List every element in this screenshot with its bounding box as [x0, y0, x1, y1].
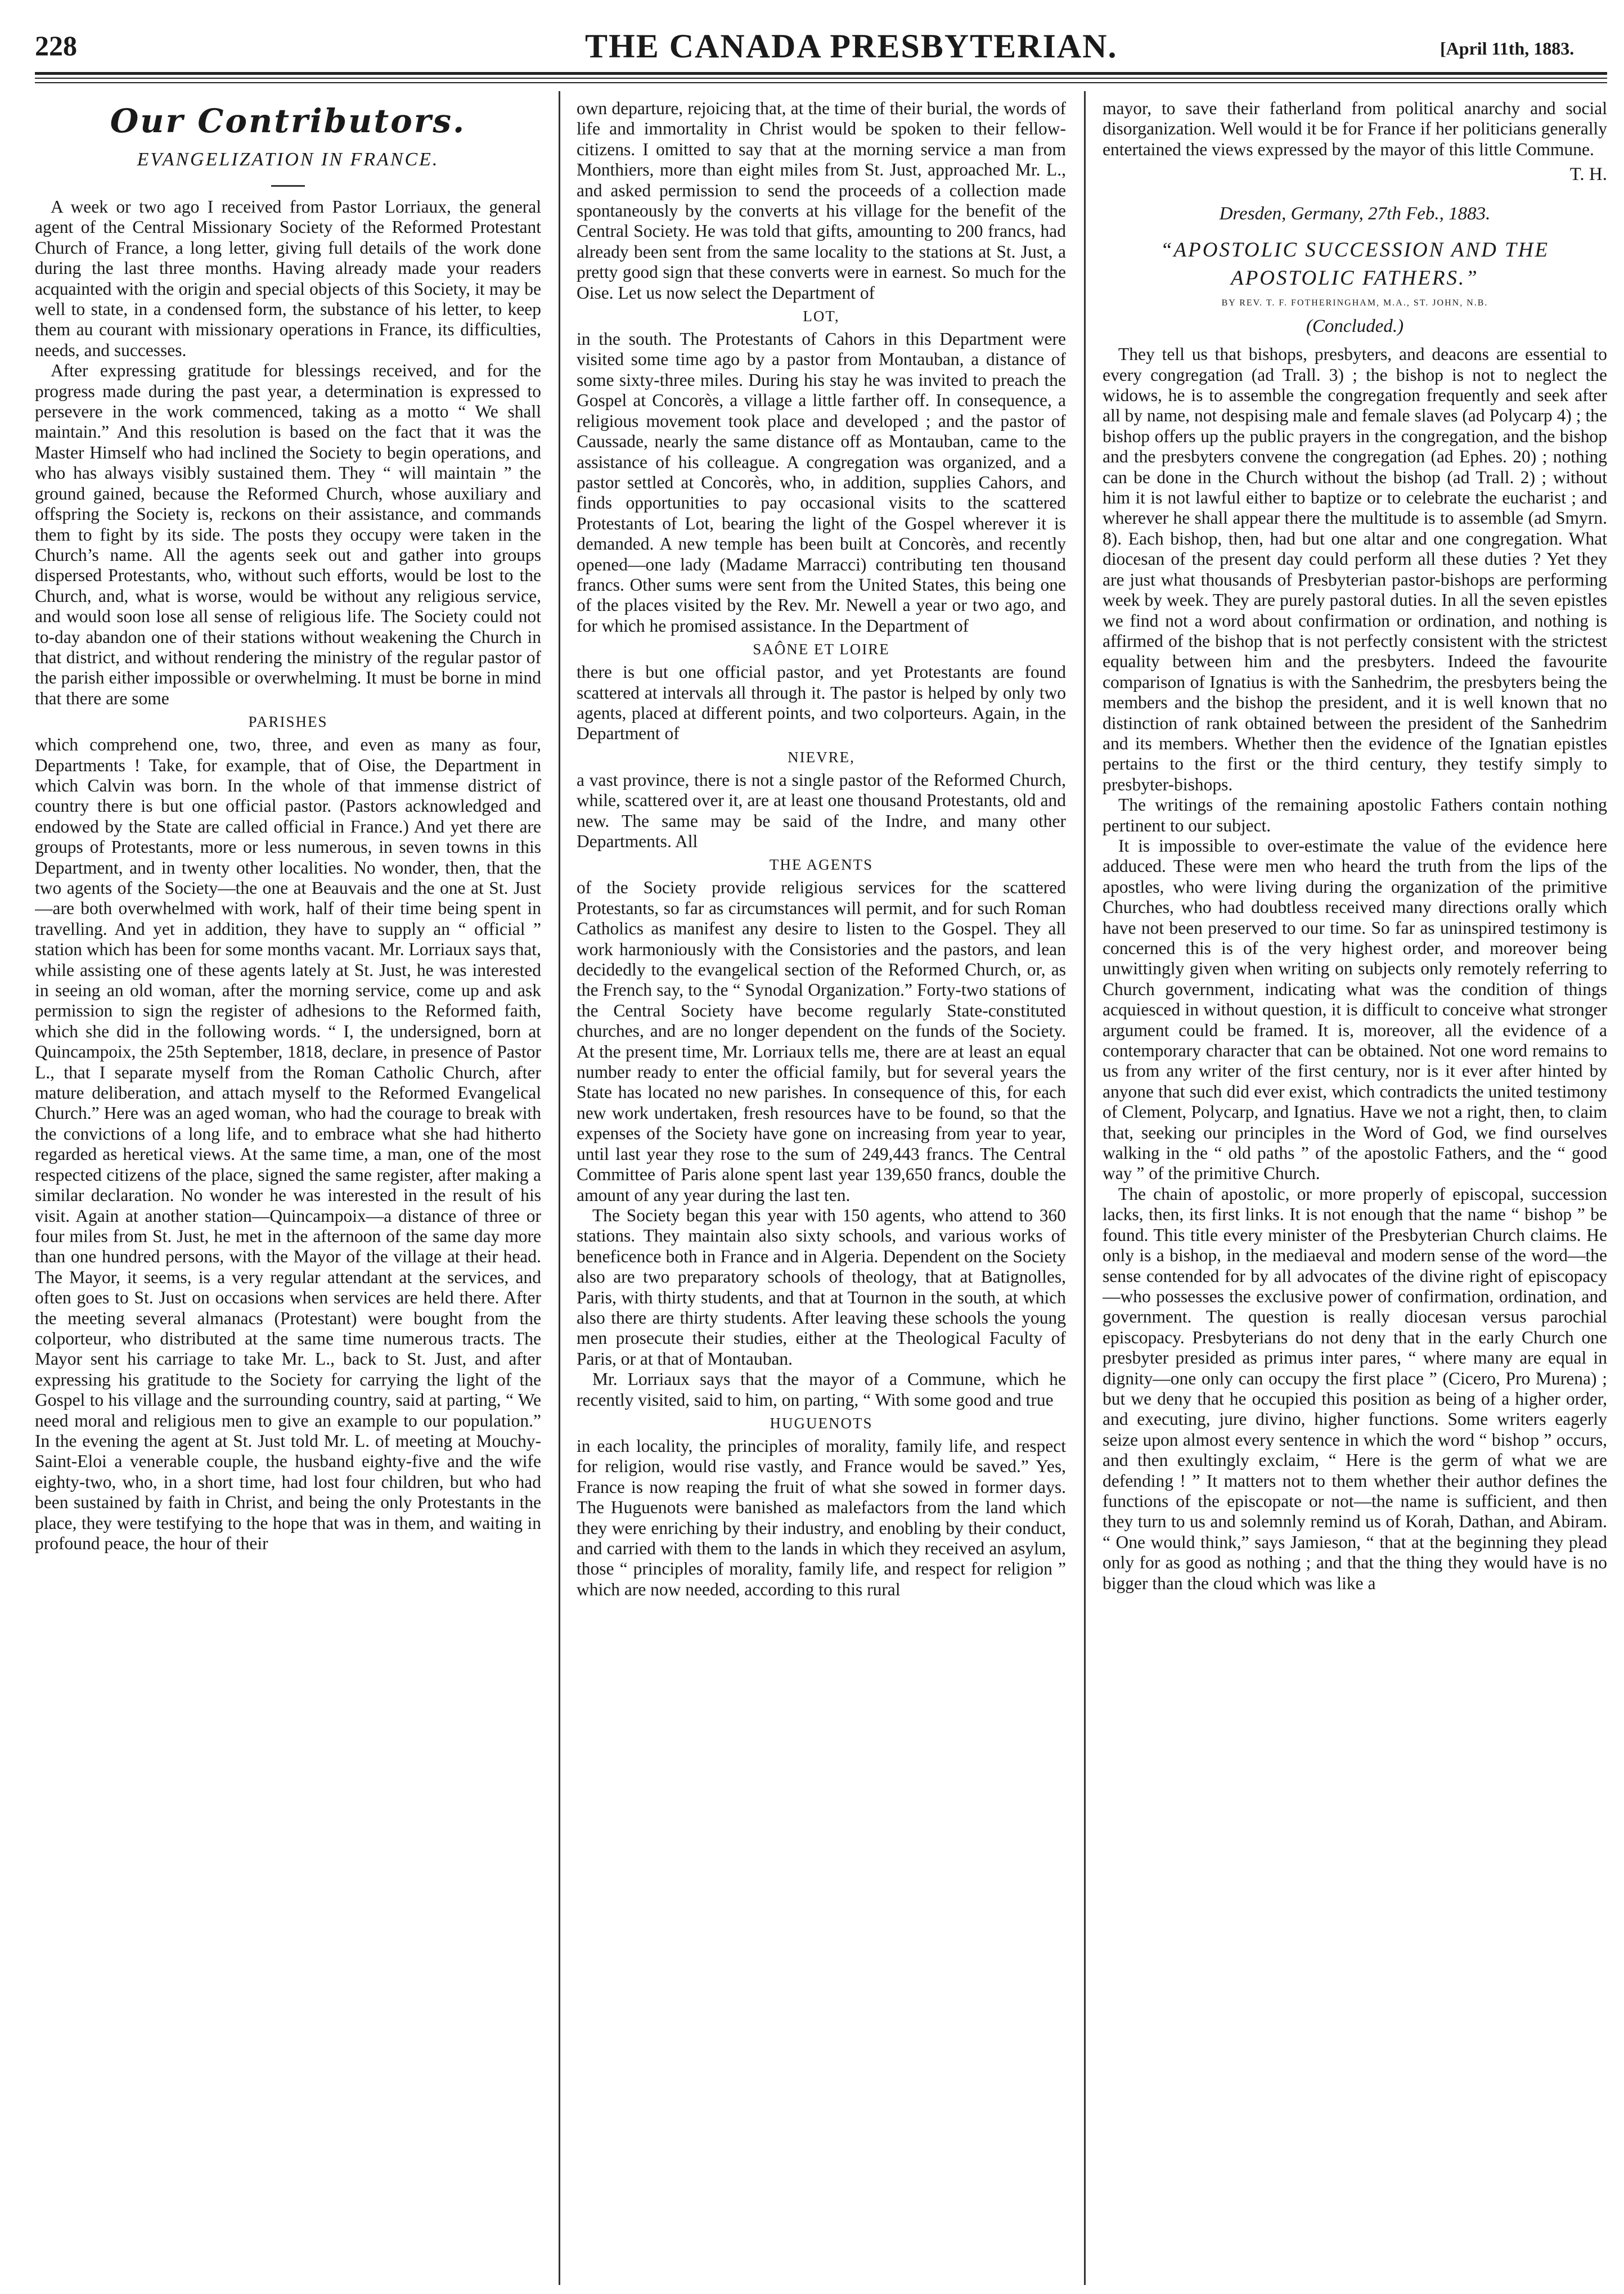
paragraph: It is impossible to over-estimate the value of the evidence here adduced. These were men who heard the truth from the lips of the apostles, who were living during the organization of the primitive Churches, who had doubtless received many directions orally which have not been preserved to our time. So far as uninspired testimony is concerned this is of the very highest order, and moreover being unwittingly given when writing on subjects only remotely referring to Church government, indicating what was the condition of things acquiesced in without question, it is difficult to conceive what stronger argument could be framed. It is, moreover, all the evidence of a contemporary character that can be obtained. Not one word remains to us from any writer of the first century, nor is it ever after hinted by anyone that such did ever exist, which contradicts the united testimony of Clement, Polycarp, and Ignatius. Have we not a right, then, to claim that, seeking our principles in the Word of God, we find ourselves walking in the “ old paths ” of the apostolic Fathers, and the “ good way ” of the primitive Church. [1103, 835, 1607, 1184]
header-rule-thin [35, 78, 1607, 79]
paragraph: After expressing gratitude for blessings received, and for the progress made during the past year, a determination is expressed to persevere in the work commenced, taking as a motto “ We shall maintain.” And this resolution is based on the fact that it was the Master Himself who had inclined the Society to begin operations, and who has always visibly sustained them. They “ will maintain ” the ground gained, because the Reformed Church, whose auxiliary and offspring the Society is, reckons on their assistance, and commands them to fight by its side. The posts they occupy were taken in the Church’s name. All the agents seek out and gather into groups dispersed Protestants, who, without such efforts, would be lost to the Church, and, what is worse, would be without any religious service, and would soon lose all sense of religious life. The Society could not to-day abandon one of their stations without weakening the Church in that district, and without rendering the ministry of the regular pastor of the parish either impossible or overwhelming. It must be borne in mind that there are some [35, 361, 541, 708]
paragraph: in each locality, the principles of morality, family life, and respect for religion, would rise vastly, and France would be saved.” Yes, France is now reaping the fruit of what she sowed in former days. The Huguenots were banished as malefactors from the land which they were enriching by their industry, and enobling by their conduct, and carried with them to the lands in which they received an asylum, those “ principles of morality, family life, and respect for religion ” which are now needed, according to this rural [577, 1436, 1066, 1599]
paragraph: own departure, rejoicing that, at the time of their burial, the words of life and immortality in Christ would be spoken to their fellow-citizens. I omitted to say that at the morning service a man from Monthiers, more than eight miles from St. Just, approached Mr. L., and asked permission to send the proceeds of a collection made spontaneously by the converts at his village for the benefit of the Central Society. He was told that gifts, amounting to 200 francs, had already been sent from the same locality to the stations at St. Just, a pretty good sign that these converts were in earnest. So much for the Oise. Let us now select the Department of [577, 98, 1066, 303]
article-title-2: “APOSTOLIC SUCCESSION AND THE APOSTOLIC FATHERS.” [1160, 239, 1550, 290]
column-divider-1 [559, 91, 560, 2285]
paragraph: The writings of the remaining apostolic Fathers contain nothing pertinent to our subject. [1103, 795, 1607, 835]
column-divider-2 [1084, 91, 1086, 2285]
paragraph: They tell us that bishops, presbyters, and deacons are essential to every congregation (ad Trall. 3) ; the bishop is not to neglect the widows, he is to assemble the congregation frequently and seek after all by name, not despising male and female slaves (ad Polycarp 4) ; the bishop offers up the public prayers in the congregation, and the bishop and the presbyters convene the congregation (ad Ephes. 20) ; nothing can be done in the Church without the bishop (ad Trall. 2) ; without him it is not lawful either to baptize or to celebrate the eucharist ; and wherever he shall appear there the multitude is to assemble (ad Smyrn. 8). Each bishop, then, had but one altar and one congregation. What diocesan of the present day could perform all these duties ? Yet they are just what thousands of Presbyterian pastor-bishops are performing week by week. They are purely pastoral duties. In all the seven epistles we find not a word about confirmation or ordination, and nothing is affirmed of the bishop that is not perfectly consistent with the strictest equality between him and the presbyters. Indeed the favourite comparison of Ignatius is with the Sanhedrim, the presbyters being the members and the bishop the president, and it is well known that no distinction of rank obtained between the president of the Sanhedrim and its members. Whether then the evidence of the Ignatian epistles pertains to the first or the third century, they testify simply to presbyter-bishops. [1103, 344, 1607, 794]
column-1 [35, 98, 541, 2281]
subheading-saone-et-loire: SAÔNE ET LOIRE [753, 641, 890, 658]
concluded-note: (Concluded.) [1306, 316, 1404, 337]
paragraph: of the Society provide religious services for the scattered Protestants, so far as circumstances will permit, and for such Roman Catholics as manifest any desire to listen to the Gospel. They all work harmoniously with the Consistories and the pastors, and lean decidedly to the evangelical section of the Reformed Church, or, as the French say, to the “ Synodal Organization.” Forty-two stations of the Central Society have become regularly State-constituted churches, and are no longer dependent on the funds of the Society. At the present time, Mr. Lorriaux tells me, there are at least an equal number ready to enter the official family, but for several years the State has located no new parishes. In consequence of this, for each new work undertaken, fresh resources have to be found, so that the expenses of the Society have gone on increasing from year to year, until last year they rose to the sum of 249,443 francs. The Central Committee of Paris alone spent last year 139,650 francs, double the amount of any year during the last ten. [577, 878, 1066, 1205]
paragraph: which comprehend one, two, three, and even as many as four, Departments ! Take, for example, that of Oise, the Department in which Calvin was born. In the whole of that immense district of country there is but one official pastor. (Pastors acknowledged and endowed by the State are called official in France.) And yet there are groups of Protestants, more or less numerous, in seven towns in this Department, and in twenty other localities. No wonder, then, that the two agents of the Society—the one at Beauvais and the one at St. Just—are both overwhelmed with work, half of their time being spent in travelling. And yet in addition, they have to supply an “ official ” station which has been for some months vacant. Mr. Lorriaux says that, while assisting one of these agents lately at St. Just, he was interested in seeing an old woman, after the morning service, come up and ask permission to sign the register of adhesions to the Reformed faith, which she did in the following words. “ I, the undersigned, born at Quincampoix, the 25th September, 1818, declare, in presence of Pastor L., that I separate myself from the Roman Catholic Church, after mature deliberation, and attach myself to the Reformed Evangelical Church.” Here was an aged woman, who had the courage to break with the convictions of a long life, and to embrace what she had hitherto regarded as heretical views. At the same time, a man, one of the most respected citizens of the place, signed the same register, after making a similar declaration. No wonder he was interested in the result of his visit. Again at another station—Quincampoix—a distance of three or four miles from St. Just, he met in the afternoon of the same day more than one hundred persons, with the Mayor of the village at their head. The Mayor, it seems, is a very regular attendant at the services, and often goes to St. Just on occasions when services are held there. After the meeting several almanacs (Protestant) were bought from the colporteur, who distributed at the same time numerous tracts. The Mayor sent his carriage to take Mr. L., back to St. Just, and after expressing his gratitude to the Society for carrying the light of the Gospel to his village and the surrounding country, said at parting, “ We need moral and religious men to give an example to our population.” In the evening the agent at St. Just told Mr. L. of meeting at Mouchy-Saint-Eloi a venerable couple, the husband eighty-five and the wife eighty-two, who, in a short time, had lost four children, but who had been sustained by faith in Christ, and being the only Protestants in the place, they were testifying to the hope that was in them, and waiting in profound peace, the hour of their [35, 735, 541, 1553]
paragraph: a vast province, there is not a single pastor of the Reformed Church, while, scattered over it, are at least one thousand Protestants, old and new. The same may be said of the Indre, and many other Departments. All [577, 770, 1066, 851]
subheading-lot: LOT, [803, 308, 840, 325]
paragraph: The chain of apostolic, or more properly of episcopal, succession lacks, then, its first links. It is not enough that the name “ bishop ” be found. This title every minister of the Presbyterian Church claims. He only is a bishop, in the mediaeval and modern sense of the word—the sense contended for by all advocates of the divine right of episcopacy—who possesses the exclusive power of confirmation, ordination, and government. The question is really diocesan versus parochial episcopacy. Presbyterians do not deny that in the early Church one presbyter presided as primus inter pares, “ where many are equal in dignity—one only can occupy the first place ” (Cicero, Pro Murena) ; but we deny that he occupied this position as being of a higher order, and executing, jure divino, higher functions. Some writers eagerly seize upon almost every sentence in which the word “ bishop ” occurs, and then exultingly exclaim, “ Here is the germ of what we are defending ! ” It matters not to them whether their author defines the functions of the episcopate or not—the name is sufficient, and then they turn to us and solemnly remind us of Korah, Dathan, and Abiram. “ One would think,” says Jamieson, “ that at the beginning they plead only for as good as nothing ; and that the thing they would have is no bigger than the cloud which was like a [1103, 1184, 1607, 1593]
paragraph: there is but one official pastor, and yet Protestants are found scattered at intervals all through it. The pastor is helped by only two agents, placed at different points, and two colporteurs. Again, in the Department of [577, 662, 1066, 744]
page-number: 228 [35, 30, 77, 61]
dateline: Dresden, Germany, 27th Feb., 1883. [1219, 204, 1491, 224]
subheading-the-agents: THE AGENTS [769, 856, 874, 874]
paragraph: The Society began this year with 150 agents, who attend to 360 stations. They maintain also sixty schools, and various works of beneficence both in France and in Algeria. Dependent on the Society also are two preparatory schools of theology, that at Batignolles, Paris, with thirty students, and that at Tournon in the south, at which also there are thirty students. After leaving these schools the young men prosecute their studies, either at the Theological Faculty of Paris, or at that of Montauban. [577, 1205, 1066, 1369]
signature: T. H. [1569, 164, 1607, 185]
paragraph: in the south. The Protestants of Cahors in this Department were visited some time ago by a pastor from Montauban, a distance of some sixty-three miles. During his stay he was invited to preach the Gospel at Concorès, a village a little farther off. In consequence, a religious movement took place and developed ; and the pastor of Caussade, nearly the same distance off as Montauban, came to the assistance of his colleague. A congregation was organized, and a pastor settled at Concorès, who, in addition, supplies Cahors, and finds opportunities to pay occasional visits to the scattered Protestants of Lot, bearing the light of the Gospel wherever it is demanded. A new temple has been built at Concorès, and recently opened—one lady (Madame Marracci) contributing ten thousand francs. Other sums were sent from the United States, this being one of the places visited by the Rev. Mr. Newell a year or two ago, and for which he promised assistance. In the Department of [577, 329, 1066, 636]
newspaper-title: THE CANADA PRESBYTERIAN. [585, 28, 1118, 65]
byline: BY REV. T. F. FOTHERINGHAM, M.A., ST. JOHN, N.B. [1221, 298, 1488, 308]
paragraph: Mr. Lorriaux says that the mayor of a Commune, which he recently visited, said to him, on parting, “ With some good and true [577, 1369, 1066, 1410]
column-2 [577, 98, 1066, 2281]
column-3 [1103, 98, 1607, 2281]
subheading-huguenots: HUGUENOTS [770, 1414, 873, 1432]
issue-date: [April 11th, 1883. [1440, 38, 1574, 59]
header-rule-thin-2 [35, 82, 1607, 83]
title-divider [271, 185, 305, 187]
paragraph: A week or two ago I received from Pastor Lorriaux, the general agent of the Central Missionary Society of the Reformed Protestant Church of France, a long letter, giving full details of the work done during the last three months. Having already made your readers acquainted with the origin and special objects of this Society, it may be well to state, in a condensed form, the substance of his letter, to keep them au courant with missionary operations in France, its difficulties, needs, and successes. [35, 197, 541, 360]
header-rule-thick [35, 72, 1607, 75]
section-title: Our Contributors. [110, 102, 466, 140]
article-title: EVANGELIZATION IN FRANCE. [137, 149, 439, 170]
subheading-parishes: PARISHES [248, 713, 328, 731]
subheading-nievre: NIEVRE, [788, 748, 855, 766]
paragraph: mayor, to save their fatherland from political anarchy and social disorganization. Well would it be for France if her politicians generally entertained the views expressed by the mayor of this little Commune. [1103, 98, 1607, 159]
